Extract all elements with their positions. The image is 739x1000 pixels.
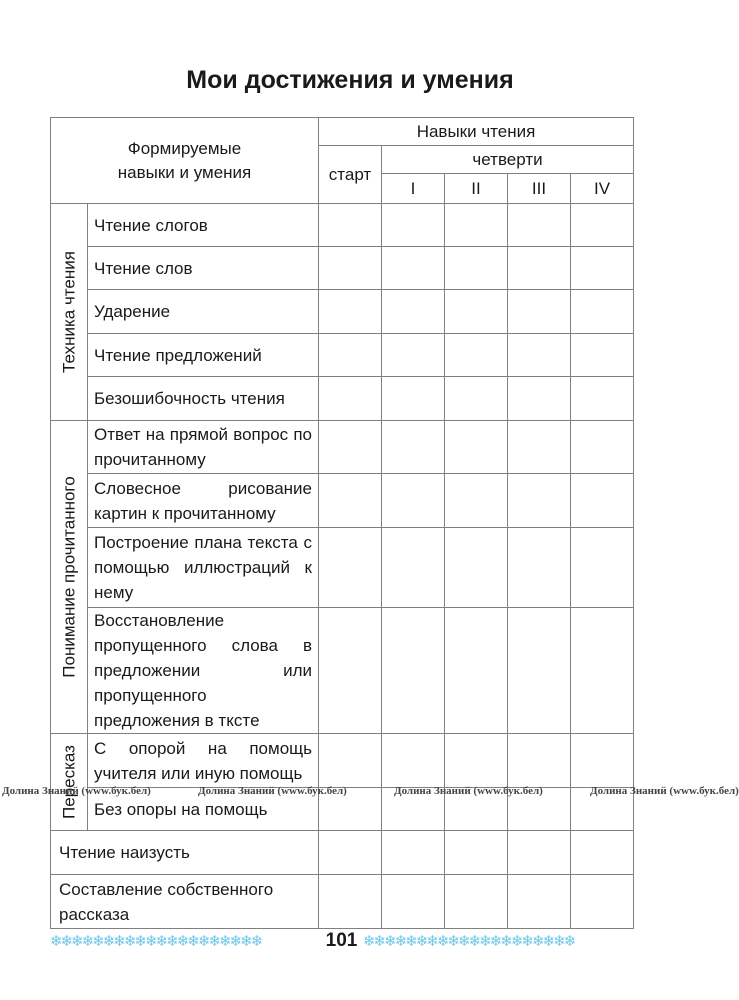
cell-q3 [508,875,571,929]
cell-q1 [382,334,445,377]
cell-q4 [571,528,634,608]
table-row [51,334,634,377]
group-technique: Техника чтения [51,204,88,421]
cell-start [319,334,382,377]
cell-q2 [445,334,508,377]
row-label: Чтение слов [88,247,319,290]
table-row [51,247,634,290]
cell-q2 [445,875,508,929]
page-title: Мои достижения и умения [186,66,514,94]
table-row [51,734,634,788]
cell-q1 [382,247,445,290]
cell-q4 [571,334,634,377]
cell-q2 [445,377,508,421]
cell-q3 [508,734,571,788]
row-label: Ответ на прямой вопрос по прочитанному [88,421,319,474]
cell-q1 [382,290,445,334]
cell-q1 [382,831,445,875]
cell-start [319,875,382,929]
cell-q4 [571,608,634,734]
row-label: Безошибочность чтения [88,377,319,421]
table-row [51,831,634,875]
watermark-text: Долина Знаний (www.бук.бел) [2,785,151,797]
cell-q1 [382,377,445,421]
header-q4: IV [571,174,634,204]
cell-q1 [382,421,445,474]
cell-start [319,204,382,247]
cell-q2 [445,474,508,528]
cell-q4 [571,831,634,875]
cell-q4 [571,377,634,421]
cell-q4 [571,204,634,247]
cell-q3 [508,608,571,734]
table-row [51,528,634,608]
cell-q4 [571,474,634,528]
header-q1: I [382,174,445,204]
achievements-table [50,117,634,929]
row-label: Построение плана текста с помощью иллюстраций к нему [88,528,319,608]
cell-q2 [445,608,508,734]
header-reading-skills: Навыки чтения [319,118,634,146]
cell-q2 [445,290,508,334]
watermark-text: Долина Знаний (www.бук.бел) [590,785,739,797]
header-skills: Формируемые навыки и умения [51,118,319,204]
cell-q3 [508,247,571,290]
cell-start [319,608,382,734]
cell-q1 [382,204,445,247]
cell-q2 [445,247,508,290]
cell-q2 [445,734,508,788]
row-label: Восстановление пропущенного слова в предложении или пропущенного предложения в ткстe [88,608,319,734]
cell-q2 [445,204,508,247]
cell-q3 [508,528,571,608]
cell-start [319,831,382,875]
cell-q3 [508,831,571,875]
page-footer [50,929,633,953]
group-retelling: Пересказ [51,734,88,831]
row-label: С опорой на помощь учителя или иную помощь [88,734,319,788]
group-understanding: Понимание прочитанного [51,421,88,734]
cell-q3 [508,334,571,377]
row-label: Ударение [88,290,319,334]
watermark-text: Долина Знаний (www.бук.бел) [394,785,543,797]
header-q2: II [445,174,508,204]
cell-q4 [571,247,634,290]
row-label: Составление собственного рассказа [51,875,319,929]
cell-q4 [571,290,634,334]
cell-q1 [382,474,445,528]
header-quarters: четверти [382,146,634,174]
page-number: 101 [325,930,358,951]
snowflake-ornament-left: ❄❄❄❄❄❄❄❄❄❄❄❄❄❄❄❄❄❄❄❄ [50,933,262,950]
row-label: Чтение предложений [88,334,319,377]
cell-q3 [508,290,571,334]
cell-q1 [382,875,445,929]
cell-q2 [445,788,508,831]
cell-q3 [508,204,571,247]
cell-q1 [382,734,445,788]
cell-q3 [508,474,571,528]
header-q3: III [508,174,571,204]
cell-q3 [508,421,571,474]
cell-q1 [382,788,445,831]
table-row [51,875,634,929]
table-row [51,290,634,334]
cell-start [319,788,382,831]
cell-q4 [571,788,634,831]
cell-q3 [508,377,571,421]
watermark-text: Долина Знаний (www.бук.бел) [198,785,347,797]
table-row [51,474,634,528]
cell-start [319,528,382,608]
cell-q2 [445,831,508,875]
row-label: Без опоры на помощь [88,788,319,831]
header-start: старт [319,146,382,204]
snowflake-ornament-right: ❄❄❄❄❄❄❄❄❄❄❄❄❄❄❄❄❄❄❄❄ [362,933,575,950]
cell-q4 [571,734,634,788]
table-row [51,377,634,421]
table-row [51,421,634,474]
cell-start [319,290,382,334]
table-row [51,608,634,734]
cell-q1 [382,528,445,608]
row-label: Словесное рисование картин к прочитанному [88,474,319,528]
cell-start [319,421,382,474]
cell-q2 [445,528,508,608]
row-label: Чтение слогов [88,204,319,247]
cell-start [319,247,382,290]
cell-q1 [382,608,445,734]
row-label: Чтение наизусть [51,831,319,875]
table-row [51,204,634,247]
cell-start [319,377,382,421]
cell-q4 [571,875,634,929]
cell-q4 [571,421,634,474]
cell-q2 [445,421,508,474]
cell-start [319,734,382,788]
cell-start [319,474,382,528]
table-row [51,788,634,831]
cell-q3 [508,788,571,831]
